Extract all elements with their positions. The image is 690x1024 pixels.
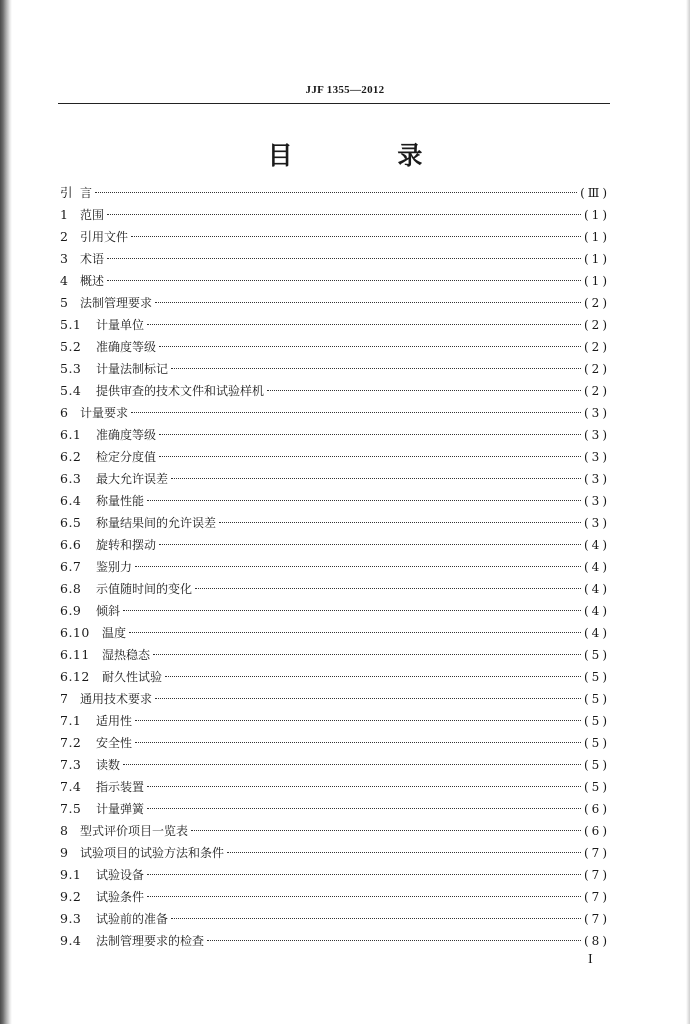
toc-entry-label: 言	[80, 186, 93, 200]
toc-entry[interactable]	[60, 820, 610, 842]
toc-entry-number: 7.5	[60, 801, 82, 816]
toc-entry-page: (4)	[584, 626, 610, 640]
toc-dot-leader	[159, 346, 581, 347]
toc-dot-leader	[147, 500, 581, 501]
toc-entry-number: 7	[60, 691, 69, 706]
toc-entry-page: (4)	[584, 538, 610, 552]
toc-entry-number: 9.2	[60, 889, 82, 904]
toc-entry[interactable]	[60, 798, 610, 820]
toc-entry[interactable]	[60, 336, 610, 358]
toc-entry-page: (5)	[584, 648, 610, 662]
toc-dot-leader	[171, 478, 581, 479]
toc-entry[interactable]	[60, 248, 610, 270]
toc-dot-leader	[227, 852, 581, 853]
document-code: JJF 1355—2012	[305, 84, 385, 96]
table-of-contents	[60, 182, 610, 952]
toc-entry-number: 9.3	[60, 911, 82, 926]
toc-entry-number: 7.3	[60, 757, 82, 772]
toc-entry-page: (7)	[584, 912, 610, 926]
toc-entry-number: 5	[60, 295, 69, 310]
toc-entry-number: 6.11	[60, 647, 90, 662]
toc-entry-number: 7.1	[60, 713, 82, 728]
toc-entry-number: 3	[60, 251, 69, 266]
toc-dot-leader	[159, 456, 581, 457]
toc-dot-leader	[135, 720, 581, 721]
toc-entry-label: 倾斜	[96, 604, 121, 618]
toc-entry-number: 7.2	[60, 735, 82, 750]
toc-entry-number: 4	[60, 273, 69, 288]
toc-entry[interactable]	[60, 930, 610, 952]
toc-dot-leader	[219, 522, 581, 523]
toc-dot-leader	[191, 830, 581, 831]
toc-entry-label: 计量要求	[80, 406, 129, 420]
toc-entry-label: 湿热稳态	[102, 648, 151, 662]
toc-entry-page: (1)	[584, 252, 610, 266]
toc-entry[interactable]	[60, 380, 610, 402]
toc-entry[interactable]	[60, 292, 610, 314]
toc-entry-page: (1)	[584, 230, 610, 244]
toc-dot-leader	[147, 808, 581, 809]
toc-entry-number: 6.8	[60, 581, 82, 596]
toc-entry-page: (2)	[584, 384, 610, 398]
toc-entry-label: 范围	[80, 208, 105, 222]
toc-entry-label: 法制管理要求	[80, 296, 153, 310]
toc-entry-label: 计量弹簧	[96, 802, 145, 816]
toc-dot-leader	[107, 214, 581, 215]
toc-entry[interactable]	[60, 534, 610, 556]
toc-entry[interactable]	[60, 226, 610, 248]
toc-entry-page: (5)	[584, 780, 610, 794]
toc-dot-leader	[159, 544, 581, 545]
toc-entry[interactable]	[60, 776, 610, 798]
toc-entry-number: 2	[60, 229, 69, 244]
toc-entry[interactable]	[60, 886, 610, 908]
toc-entry[interactable]	[60, 688, 610, 710]
toc-entry[interactable]	[60, 358, 610, 380]
toc-entry-number: 9	[60, 845, 69, 860]
toc-entry[interactable]	[60, 204, 610, 226]
toc-entry-page: (3)	[584, 516, 610, 530]
toc-dot-leader	[171, 918, 581, 919]
toc-entry-number: 8	[60, 823, 69, 838]
toc-entry-page: (6)	[584, 802, 610, 816]
toc-entry-label: 概述	[80, 274, 105, 288]
toc-entry[interactable]	[60, 622, 610, 644]
toc-entry-number: 6.1	[60, 427, 82, 442]
toc-dot-leader	[129, 632, 581, 633]
toc-entry[interactable]	[60, 600, 610, 622]
toc-entry-number: 6.6	[60, 537, 82, 552]
toc-entry-page: (4)	[584, 582, 610, 596]
page-number: I	[588, 952, 593, 967]
toc-entry-label: 指示装置	[96, 780, 145, 794]
toc-entry-label: 温度	[102, 626, 127, 640]
toc-entry-label: 耐久性试验	[102, 670, 163, 684]
toc-entry-page: (6)	[584, 824, 610, 838]
toc-dot-leader	[107, 258, 581, 259]
toc-entry-label: 计量法制标记	[96, 362, 169, 376]
toc-entry-number: 5.1	[60, 317, 82, 332]
toc-entry[interactable]	[60, 908, 610, 930]
toc-entry-page: (7)	[584, 868, 610, 882]
toc-entry[interactable]	[60, 490, 610, 512]
toc-dot-leader	[171, 368, 581, 369]
toc-entry-page: (3)	[584, 428, 610, 442]
header-divider	[58, 103, 610, 104]
toc-entry-number: 9.1	[60, 867, 82, 882]
toc-dot-leader	[131, 412, 581, 413]
toc-dot-leader	[147, 896, 581, 897]
toc-entry-label: 术语	[80, 252, 105, 266]
toc-entry[interactable]	[60, 864, 610, 886]
toc-entry-page: (4)	[584, 604, 610, 618]
toc-entry-label: 称量结果间的允许误差	[96, 516, 217, 530]
toc-entry-label: 准确度等级	[96, 340, 157, 354]
toc-entry-page: (5)	[584, 670, 610, 684]
toc-dot-leader	[107, 280, 581, 281]
toc-entry-number: 6.12	[60, 669, 90, 684]
toc-dot-leader	[207, 940, 581, 941]
toc-dot-leader	[135, 742, 581, 743]
toc-dot-leader	[155, 698, 581, 699]
toc-entry-label: 检定分度值	[96, 450, 157, 464]
toc-entry-page: (Ⅲ)	[580, 186, 610, 200]
toc-entry-page: (3)	[584, 472, 610, 486]
toc-entry-label: 型式评价项目一览表	[80, 824, 189, 838]
toc-entry-label: 示值随时间的变化	[96, 582, 193, 596]
toc-entry-number: 6.2	[60, 449, 82, 464]
toc-entry-label: 旋转和摆动	[96, 538, 157, 552]
toc-dot-leader	[165, 676, 581, 677]
toc-dot-leader	[131, 236, 581, 237]
toc-entry-label: 试验条件	[96, 890, 145, 904]
toc-dot-leader	[123, 610, 581, 611]
toc-entry-page: (2)	[584, 362, 610, 376]
toc-entry[interactable]	[60, 666, 610, 688]
toc-entry-number: 9.4	[60, 933, 82, 948]
toc-entry-page: (1)	[584, 208, 610, 222]
toc-entry-label: 读数	[96, 758, 121, 772]
toc-entry-label: 最大允许误差	[96, 472, 169, 486]
toc-entry-page: (7)	[584, 846, 610, 860]
toc-entry-number: 5.3	[60, 361, 82, 376]
toc-entry-page: (5)	[584, 692, 610, 706]
toc-dot-leader	[159, 434, 581, 435]
toc-dot-leader	[147, 874, 581, 875]
toc-entry-number: 5.2	[60, 339, 82, 354]
toc-dot-leader	[135, 566, 581, 567]
toc-entry-label: 法制管理要求的检查	[96, 934, 205, 948]
toc-dot-leader	[147, 786, 581, 787]
toc-entry-label: 试验设备	[96, 868, 145, 882]
toc-dot-leader	[267, 390, 581, 391]
toc-entry[interactable]	[60, 578, 610, 600]
toc-entry[interactable]	[60, 468, 610, 490]
toc-entry-label: 鉴别力	[96, 560, 133, 574]
page-title: 目 录	[267, 141, 471, 170]
toc-entry-page: (5)	[584, 736, 610, 750]
toc-entry[interactable]	[60, 754, 610, 776]
toc-entry-label: 称量性能	[96, 494, 145, 508]
toc-entry-page: (7)	[584, 890, 610, 904]
toc-entry[interactable]	[60, 424, 610, 446]
toc-entry[interactable]	[60, 842, 610, 864]
toc-entry-page: (4)	[584, 560, 610, 574]
toc-entry-label: 试验项目的试验方法和条件	[80, 846, 225, 860]
toc-entry-page: (3)	[584, 450, 610, 464]
toc-entry-page: (3)	[584, 406, 610, 420]
toc-entry[interactable]	[60, 402, 610, 424]
toc-entry[interactable]	[60, 556, 610, 578]
toc-entry-page: (5)	[584, 714, 610, 728]
toc-entry-label: 准确度等级	[96, 428, 157, 442]
toc-dot-leader	[123, 764, 581, 765]
toc-entry-number: 6.4	[60, 493, 82, 508]
toc-entry-number: 1	[60, 207, 69, 222]
toc-dot-leader	[153, 654, 581, 655]
toc-dot-leader	[147, 324, 581, 325]
toc-entry-number: 6.3	[60, 471, 82, 486]
toc-entry-label: 计量单位	[96, 318, 145, 332]
toc-entry[interactable]	[60, 314, 610, 336]
toc-entry-number: 6.9	[60, 603, 82, 618]
toc-entry[interactable]	[60, 182, 610, 204]
toc-entry-number: 6.10	[60, 625, 90, 640]
toc-entry-page: (8)	[584, 934, 610, 948]
toc-dot-leader	[195, 588, 581, 589]
toc-entry-page: (1)	[584, 274, 610, 288]
toc-entry-page: (5)	[584, 758, 610, 772]
toc-entry-label: 适用性	[96, 714, 133, 728]
toc-entry-label: 提供审查的技术文件和试验样机	[96, 384, 265, 398]
toc-entry-number: 引	[60, 185, 74, 200]
toc-entry-number: 6.5	[60, 515, 82, 530]
toc-entry-page: (2)	[584, 340, 610, 354]
toc-entry[interactable]	[60, 446, 610, 468]
toc-entry-page: (3)	[584, 494, 610, 508]
toc-entry-page: (2)	[584, 318, 610, 332]
toc-entry-number: 6.7	[60, 559, 82, 574]
toc-entry-label: 试验前的准备	[96, 912, 169, 926]
toc-entry-label: 引用文件	[80, 230, 129, 244]
toc-entry[interactable]	[60, 644, 610, 666]
toc-dot-leader	[155, 302, 581, 303]
toc-entry[interactable]	[60, 270, 610, 292]
toc-entry[interactable]	[60, 710, 610, 732]
toc-entry-label: 通用技术要求	[80, 692, 153, 706]
toc-entry-page: (2)	[584, 296, 610, 310]
toc-entry[interactable]	[60, 512, 610, 534]
toc-entry-number: 7.4	[60, 779, 82, 794]
toc-dot-leader	[95, 192, 577, 193]
toc-entry-number: 5.4	[60, 383, 82, 398]
toc-entry-number: 6	[60, 405, 69, 420]
toc-entry[interactable]	[60, 732, 610, 754]
toc-entry-label: 安全性	[96, 736, 133, 750]
